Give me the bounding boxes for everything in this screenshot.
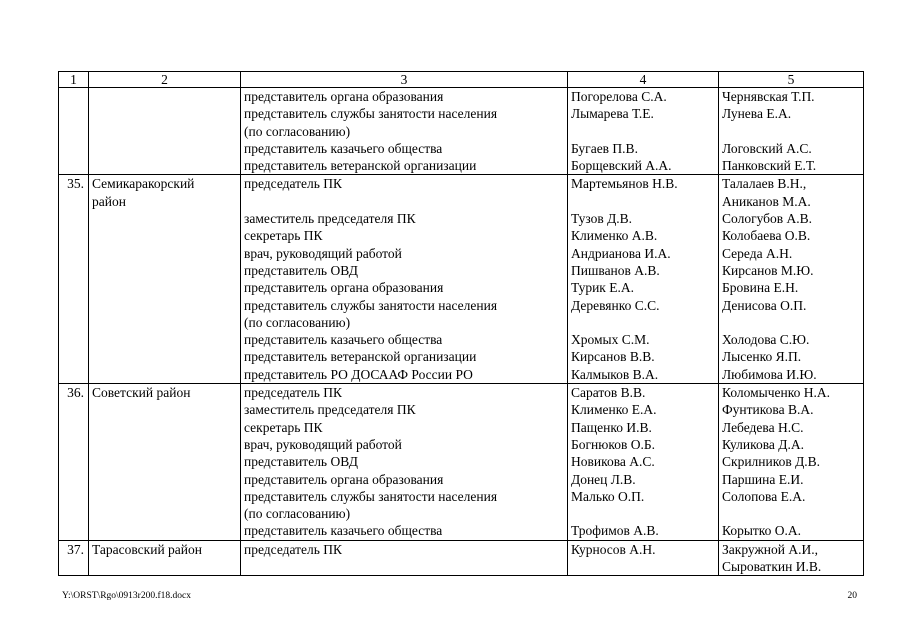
reserve-line xyxy=(722,123,860,140)
district-line: Семикаракорский xyxy=(92,176,195,192)
role-line: представитель ОВД xyxy=(244,454,358,470)
reserve-line: Закружной А.И., xyxy=(722,541,818,557)
role-line: заместитель председателя ПК xyxy=(244,402,416,418)
reserve-line: Аниканов М.А. xyxy=(722,193,811,209)
page-number: 20 xyxy=(847,591,857,601)
member-line: Курносов А.Н. xyxy=(571,541,656,557)
reserve-line: Кирсанов М.Ю. xyxy=(722,262,814,278)
member-line: Трофимов А.В. xyxy=(571,523,659,539)
member-line: Турик Е.А. xyxy=(571,280,634,296)
header-cell-3: 3 xyxy=(241,72,568,88)
member-line: Мартемьянов Н.В. xyxy=(571,176,678,192)
reserve-line xyxy=(722,505,860,522)
role-line: врач, руководящий работой xyxy=(244,436,402,452)
role-line: (по согласованию) xyxy=(244,314,351,330)
reserve-line: Фунтикова В.А. xyxy=(722,402,814,418)
member-line: Кирсанов В.В. xyxy=(571,349,655,365)
reserve-line: Лысенко Я.П. xyxy=(722,349,802,365)
table-row xyxy=(59,384,864,541)
roles-cell xyxy=(241,384,568,541)
reserve-line: Колобаева О.В. xyxy=(722,228,811,244)
table-row xyxy=(59,88,864,175)
reserve-line: Денисова О.П. xyxy=(722,297,807,313)
district-line: Тарасовский район xyxy=(92,541,202,557)
reserve-line: Талалаев В.Н., xyxy=(722,176,807,192)
member-line: Саратов В.В. xyxy=(571,385,646,401)
reserve-line: Куликова Д.А. xyxy=(722,436,805,452)
members-cell xyxy=(568,540,719,576)
district-cell xyxy=(89,384,241,541)
reserve-line: Сыроваткин И.В. xyxy=(722,559,822,575)
reserve-line: Скрилников Д.В. xyxy=(722,454,821,470)
role-line: секретарь ПК xyxy=(244,228,323,244)
reserve-line: Любимова И.Ю. xyxy=(722,366,817,382)
member-line xyxy=(571,505,715,522)
reserve-line: Сологубов А.В. xyxy=(722,211,813,227)
district-cell xyxy=(89,540,241,576)
header-cell-5: 5 xyxy=(719,72,864,88)
reserves-cell xyxy=(719,384,864,541)
district-cell xyxy=(89,88,241,175)
reserves-cell xyxy=(719,175,864,384)
role-line: представитель ветеранской организации xyxy=(244,158,477,174)
member-line xyxy=(571,123,715,140)
member-line: Клименко Е.А. xyxy=(571,402,657,418)
table-row xyxy=(59,175,864,384)
table-header-row xyxy=(59,72,864,88)
role-line: представитель РО ДОСААФ России РО xyxy=(244,366,473,382)
member-line: Пишванов А.В. xyxy=(571,262,660,278)
member-line: Лымарева Т.Е. xyxy=(571,106,654,122)
commission-table xyxy=(58,71,864,576)
row-number: 37. xyxy=(59,540,89,576)
member-line: Калмыков В.А. xyxy=(571,366,659,382)
reserve-line xyxy=(722,314,860,331)
header-cell-2: 2 xyxy=(89,72,241,88)
role-line: представитель службы занятости населения xyxy=(244,297,498,313)
role-line: представитель ветеранской организации xyxy=(244,349,477,365)
role-line: представитель ОВД xyxy=(244,262,358,278)
member-line: Хромых С.М. xyxy=(571,332,650,348)
member-line: Малько О.П. xyxy=(571,488,645,504)
members-cell xyxy=(568,88,719,175)
role-line: секретарь ПК xyxy=(244,419,323,435)
role-line: врач, руководящий работой xyxy=(244,245,402,261)
reserve-line: Паршина Е.И. xyxy=(722,471,804,487)
member-line: Бугаев П.В. xyxy=(571,140,638,156)
reserves-cell xyxy=(719,540,864,576)
members-cell xyxy=(568,384,719,541)
role-line: (по согласованию) xyxy=(244,123,351,139)
document-path: Y:\ORST\Rgo\0913r200.f18.docx xyxy=(62,591,191,601)
member-line: Погорелова С.А. xyxy=(571,89,667,104)
role-line: председатель ПК xyxy=(244,385,343,401)
row-number xyxy=(59,88,89,175)
district-line: Советский район xyxy=(92,385,191,401)
reserve-line: Середа А.Н. xyxy=(722,245,793,261)
header-cell-1: 1 xyxy=(59,72,89,88)
role-line: представитель органа образования xyxy=(244,89,444,104)
reserve-line: Лунева Е.А. xyxy=(722,106,792,122)
member-line: Новикова А.С. xyxy=(571,454,655,470)
roles-cell xyxy=(241,175,568,384)
member-line xyxy=(571,193,715,210)
reserve-line: Корытко О.А. xyxy=(722,523,802,539)
member-line: Тузов Д.В. xyxy=(571,211,633,227)
role-line: представитель службы занятости населения xyxy=(244,106,498,122)
role-line: представитель казачьего общества xyxy=(244,523,443,539)
members-cell xyxy=(568,175,719,384)
member-line: Пащенко И.В. xyxy=(571,419,652,435)
role-line xyxy=(244,193,564,210)
row-number: 35. xyxy=(59,175,89,384)
member-line: Андрианова И.А. xyxy=(571,245,671,261)
member-line: Клименко А.В. xyxy=(571,228,658,244)
reserve-line: Чернявская Т.П. xyxy=(722,89,815,104)
roles-cell xyxy=(241,540,568,576)
member-line: Деревянко С.С. xyxy=(571,297,660,313)
table-row xyxy=(59,540,864,576)
role-line: заместитель председателя ПК xyxy=(244,211,416,227)
member-line: Богнюков О.Б. xyxy=(571,436,655,452)
reserves-cell xyxy=(719,88,864,175)
reserve-line: Солопова Е.А. xyxy=(722,488,806,504)
row-number: 36. xyxy=(59,384,89,541)
reserve-line: Коломыченко Н.А. xyxy=(722,385,830,401)
reserve-line: Холодова С.Ю. xyxy=(722,332,810,348)
district-cell xyxy=(89,175,241,384)
reserve-line: Лебедева Н.С. xyxy=(722,419,804,435)
role-line: представитель казачьего общества xyxy=(244,140,443,156)
member-line: Донец Л.В. xyxy=(571,471,636,487)
district-line: район xyxy=(92,193,126,209)
role-line: представитель службы занятости населения xyxy=(244,488,498,504)
role-line: (по согласованию) xyxy=(244,506,351,522)
header-cell-4: 4 xyxy=(568,72,719,88)
member-line xyxy=(571,314,715,331)
role-line: представитель казачьего общества xyxy=(244,332,443,348)
reserve-line: Логовский А.С. xyxy=(722,140,812,156)
member-line: Борщевский А.А. xyxy=(571,158,672,174)
role-line: представитель органа образования xyxy=(244,471,444,487)
role-line: представитель органа образования xyxy=(244,280,444,296)
roles-cell xyxy=(241,88,568,175)
role-line: председатель ПК xyxy=(244,541,343,557)
reserve-line: Панковский Е.Т. xyxy=(722,158,817,174)
reserve-line: Бровина Е.Н. xyxy=(722,280,799,296)
role-line: председатель ПК xyxy=(244,176,343,192)
